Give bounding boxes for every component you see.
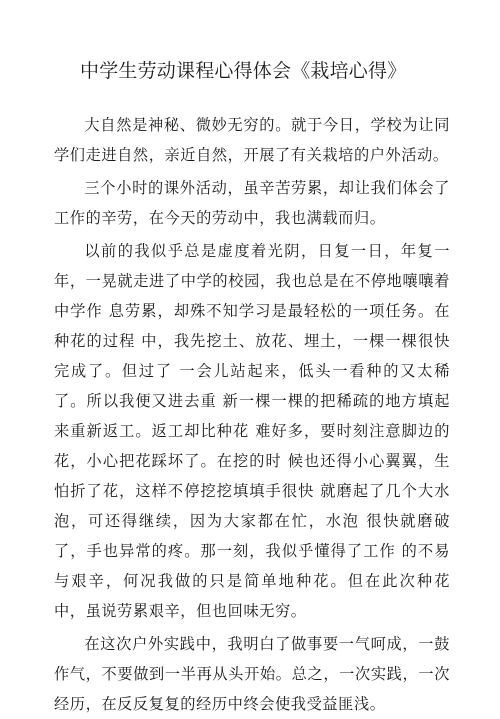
document-body — [54, 110, 450, 719]
paragraph-4: 在这次户外实践中，我明白了做事要一气呵成，一鼓作气，不要做到一半再从头开始。总之，一次实践，一次经历，在反反复复的经历中终会使我受益匪浅。 — [54, 635, 450, 713]
paragraph-3: 以前的我似乎总是虚度着光阴，日复一日，年复一年，一晃就走进了中学的校园，我也总是在不停地嚷嚷着中学作 息劳累，却殊不知学习是最轻松的一项任务。在种花的过程 中，我先挖土、放花、埋土，一棵一棵很快完成了。但过了 一会儿站起来，低头一看种的又太稀了。所以我便又进去重 新一棵一棵的把稀疏的地方填起来重新返工。返工却比种花 难好多，要时刻注意脚边的花，小心把花踩坏了。在挖的时 候也还得小心翼翼，生怕折了花，这样不停挖挖填填手很快 就磨起了几个大水泡，可还得继续，因为大家都在忙，水泡 很快就磨破了，手也异常的疼。那一刻，我似乎懂得了工作 的不易与艰辛，何况我做的只是简单地种花。但在此次种花 中，虽说劳累艰辛，但也回味无穷。 — [54, 242, 450, 620]
document-title: 中学生劳动课程心得体会《栽培心得》 — [80, 60, 407, 82]
paragraph-2: 三个小时的课外活动，虽辛苦劳累，却让我们体会了工作的辛劳，在今天的劳动中，我也满载而归。 — [54, 179, 450, 227]
paragraph-1: 大自然是神秘、微妙无穷的。就于今日，学校为让同学们走进自然，亲近自然，开展了有关栽培的户外活动。 — [54, 116, 450, 164]
